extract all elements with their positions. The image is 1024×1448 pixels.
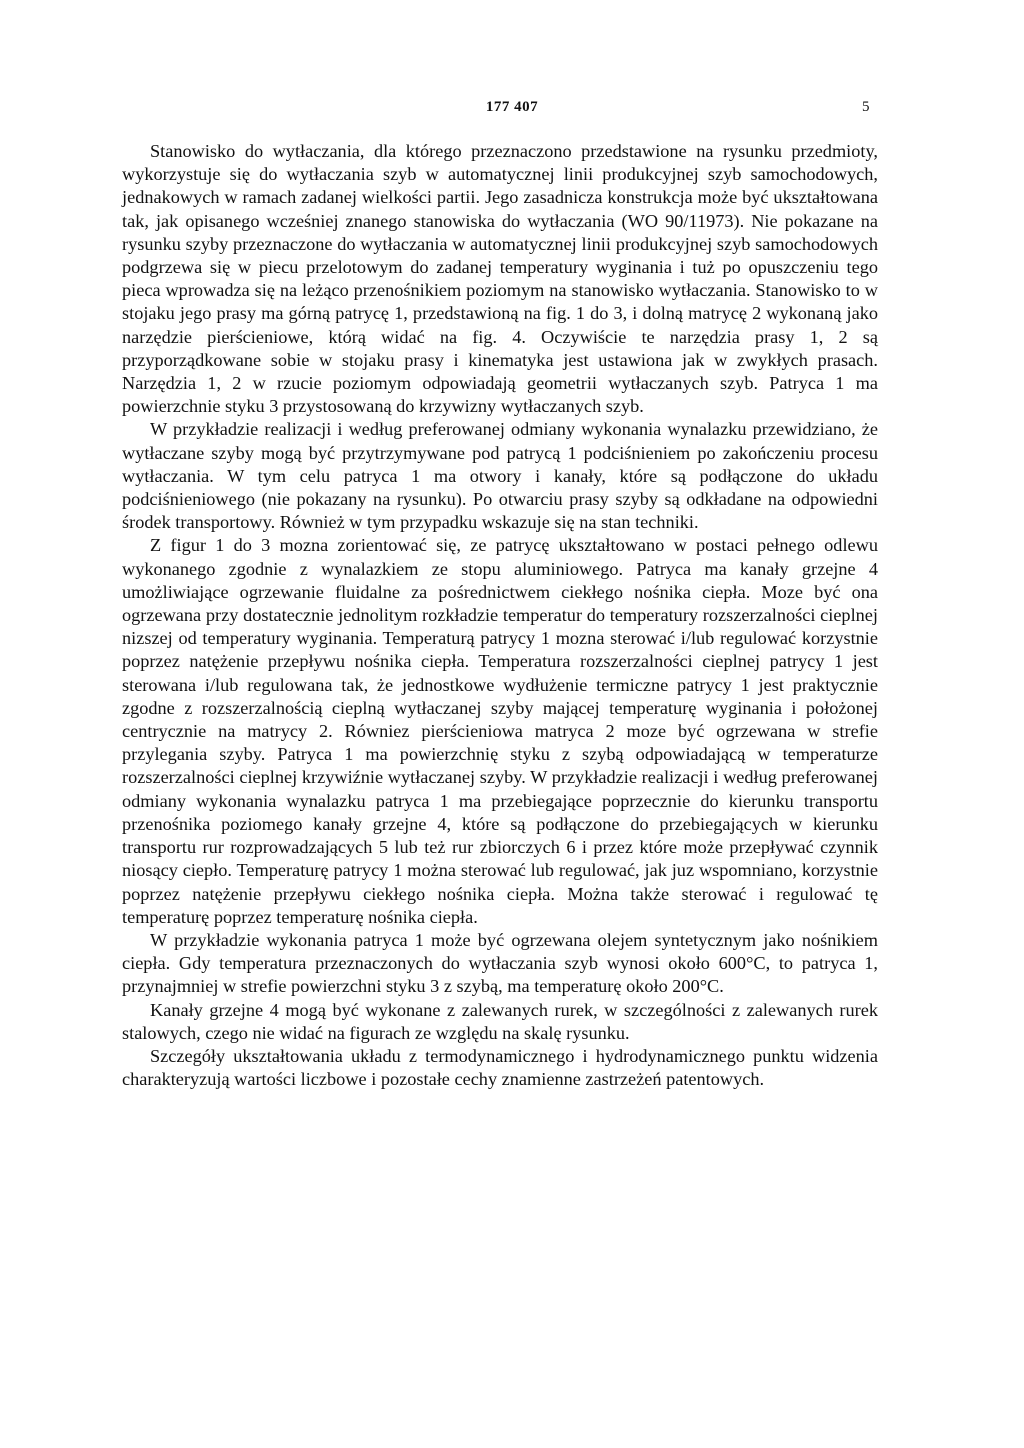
paragraph: Z figur 1 do 3 mozna zorientować się, ze patrycę ukształtowano w postaci pełnego odlewu wykonanego zgodnie z wynalazkiem ze stopu aluminiowego. Patryca ma kanały grzejne 4 umożliwiające ogrzewanie fluidalne za pośrednictwem ciekłego nośnika ciepła. Moze być ona ogrzewana przy dostatecznie jednolitym rozkładzie temperatur do temperatury rozszerzalności cieplnej nizszej od temperatury wyginania. Temperaturą patrycy 1 mozna sterować i/lub regulować korzystnie poprzez natężenie przepływu nośnika ciepła. Temperatura rozszerzalności cieplnej patrycy 1 jest sterowana i/lub regulowana tak, że jednostkowe wydłużenie termiczne patrycy 1 jest praktycznie zgodne z rozszerzalnością cieplną wytłaczanej szyby mającej temperaturę wyginania i położonej centrycznie na matrycy 2. Równiez pierścieniowa matryca 2 moze być ogrzewana w strefie przylegania szyby. Patryca 1 ma powierzchnię styku z szybą odpowiadającą w temperaturze rozszerzalności cieplnej krzywiźnie wytłaczanej szyby. W przykładzie realizacji i według preferowanej odmiany wykonania wynalazku patryca 1 ma przebiegające poprzecznie do kierunku transportu przenośnika poziomego kanały grzejne 4, które są podłączone do przebiegających w kierunku transportu rur rozprowadzających 5 lub też rur zbiorczych 6 i przez które może przepływać czynnik niosący ciepło. Temperaturę patrycy 1 można sterować lub regulować, jak juz wspomniano, korzystnie poprzez natężenie przepływu ciekłego nośnika ciepła. Można także sterować i regulować tę temperaturę poprzez temperaturę nośnika ciepła. [122,535,878,927]
paragraph: Stanowisko do wytłaczania, dla którego przeznaczono przedstawione na rysunku przedmioty, wykorzystuje się do wytłaczania szyb w automatycznej linii produkcyjnej szyb samochodowych, jednakowych w ramach zadanej wielkości partii. Jego zasadnicza konstrukcja może być ukształtowana tak, jak opisanego wcześniej znanego stanowiska do wytłaczania (WO 90/11973). Nie pokazane na rysunku szyby przeznaczone do wytłaczania w automatycznej linii produkcyjnej szyb samochodowych podgrzewa się w piecu przelotowym do zadanej temperatury wyginania i tuż po opuszczeniu tego pieca wprowadza się na leżąco przenośnikiem poziomym na stanowisko wytłaczania. Stanowisko to w stojaku jego prasy ma górną patrycę 1, przedstawioną na fig. 1 do 3, i dolną matrycę 2 wykonaną jako narzędzie pierścieniowe, którą widać na fig. 4. Oczywiście te narzędzia prasy 1, 2 są przyporządkowane sobie w stojaku prasy i kinematyka jest ustawiona jak w zwykłych prasach. Narzędzia 1, 2 w rzucie poziomym odpowiadają geometrii wytłaczanych szyb. Patryca 1 ma powierzchnie styku 3 przystosowaną do krzywizny wytłaczanych szyb. [122,141,878,417]
page-number: 5 [862,99,870,115]
patent-number: 177 407 [485,99,539,115]
paragraph: W przykładzie wykonania patryca 1 może być ogrzewana olejem syntetycznym jako nośnikiem ciepła. Gdy temperatura przeznaczonych do wytłaczania szyb wynosi około 600°C, to patryca 1, przynajmniej w strefie powierzchni styku 3 z szybą, ma temperaturę około 200°C. [122,929,878,997]
paragraph: Kanały grzejne 4 mogą być wykonane z zalewanych rurek, w szczególności z zalewanych rurek stalowych, czego nie widać na figurach ze względu na skalę rysunku. [122,999,878,1043]
paragraph: W przykładzie realizacji i według preferowanej odmiany wykonania wynalazku przewidziano, że wytłaczane szyby mogą być przytrzymywane pod patrycą 1 podciśnieniem po zakończeniu procesu wytłaczania. W tym celu patryca 1 ma otwory i kanały, które są podłączone do układu podciśnieniowego (nie pokazany na rysunku). Po otwarciu prasy szyby są odkładane na odpowiedni środek transportowy. Również w tym przypadku wskazuje się na stan techniki. [122,419,878,533]
paragraph: Szczegóły ukształtowania układu z termodynamicznego i hydrodynamicznego punktu widzenia charakteryzują wartości liczbowe i pozostałe cechy znamienne zastrzeżeń patentowych. [122,1045,878,1090]
body-text [122,140,878,1091]
